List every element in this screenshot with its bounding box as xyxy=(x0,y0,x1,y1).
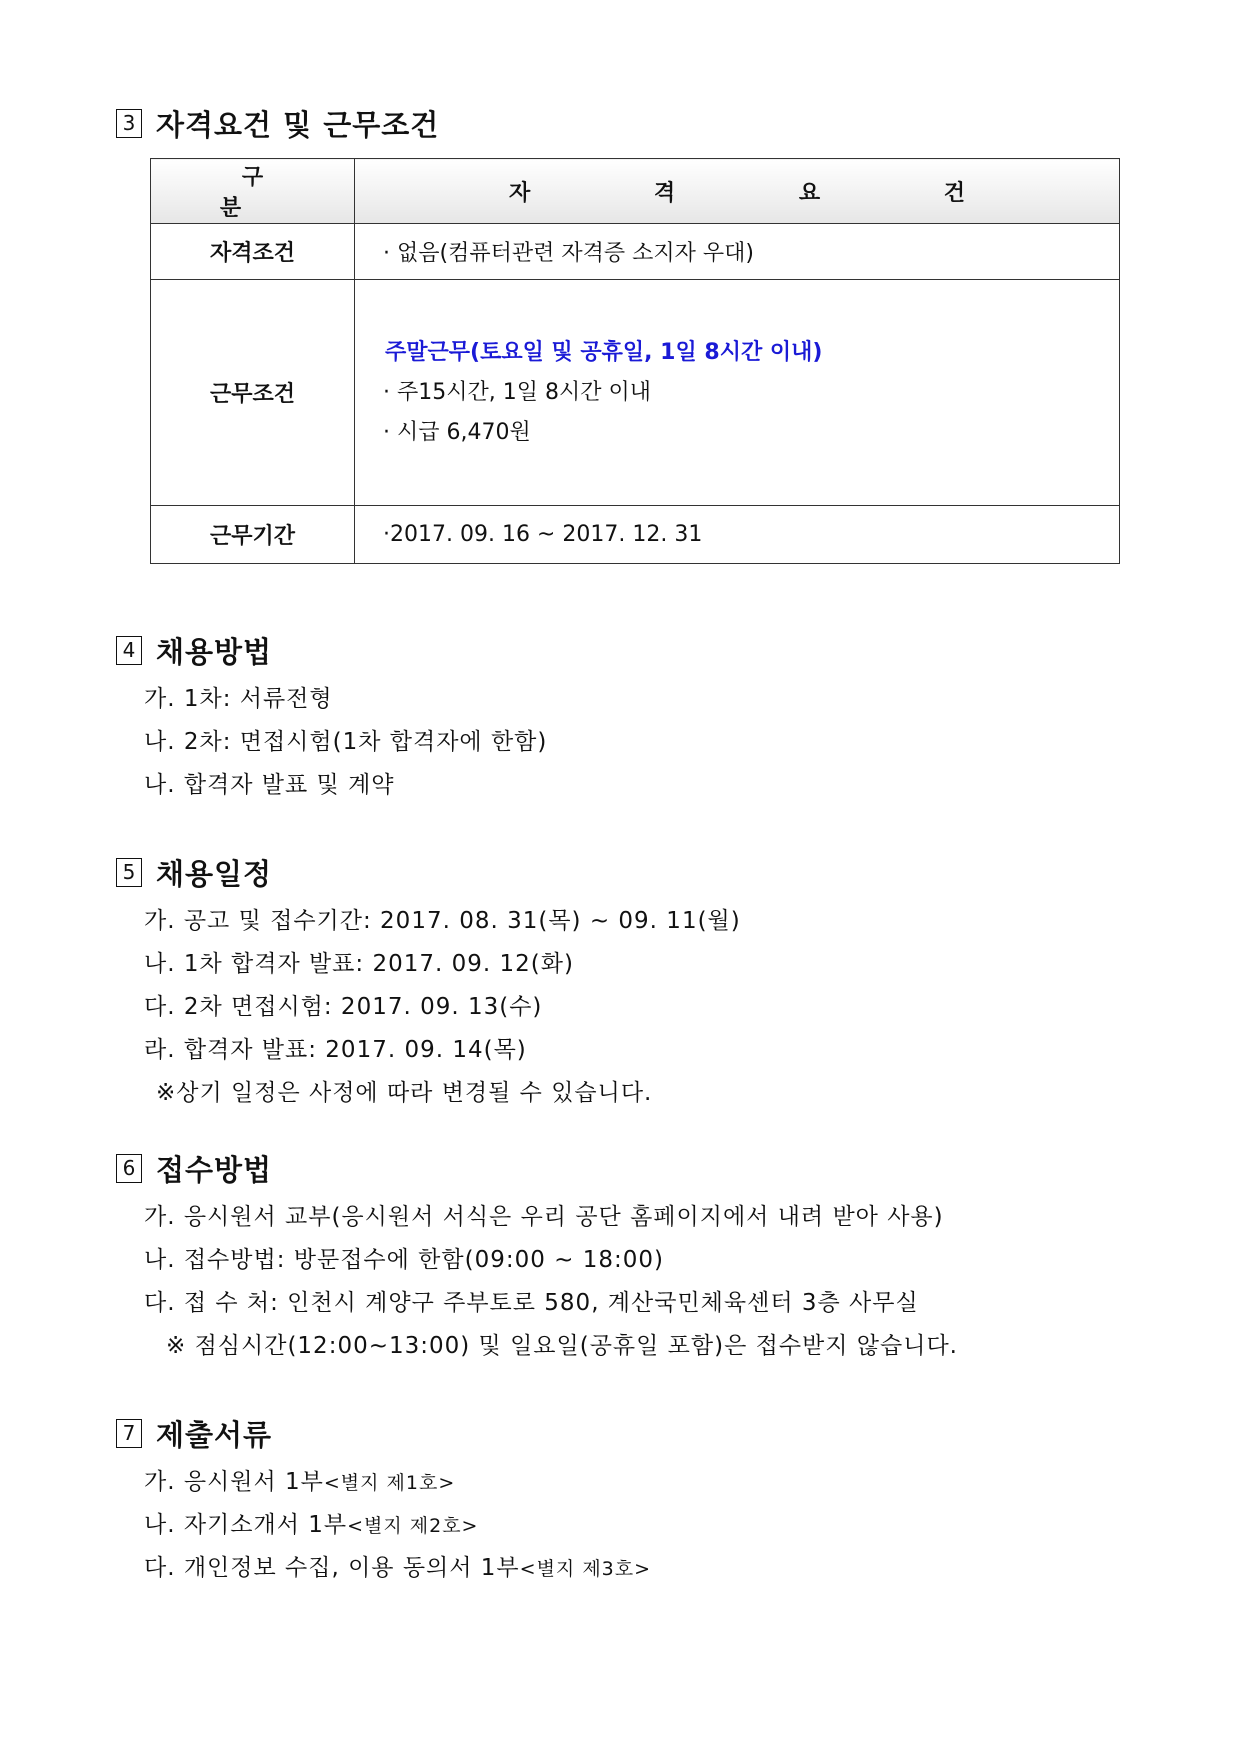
work-hours-line: · 주15시간, 1일 8시간 이내 xyxy=(383,379,651,405)
form-reference: <별지 제1호> xyxy=(323,1472,456,1494)
form-reference: <별지 제3호> xyxy=(519,1558,652,1580)
list-item: 다. 접 수 처: 인천시 계양구 주부토로 580, 계산국민체육센터 3층 사무실 xyxy=(144,1290,919,1316)
list-item: 다. 개인정보 수집, 이용 동의서 1부<별지 제3호> xyxy=(144,1555,652,1581)
row-value: · 없음(컴퓨터관련 자격증 소지자 우대) xyxy=(355,224,1120,280)
section-4-number: 4 xyxy=(116,636,142,665)
section-5-title: 채용일정 xyxy=(156,857,273,891)
row-value: ·2017. 09. 16 ~ 2017. 12. 31 xyxy=(355,506,1120,564)
table-header-category: 구 분 xyxy=(151,159,355,224)
reception-note: ※ 점심시간(12:00~13:00) 및 일요일(공휴일 포함)은 접수받지 않습니다. xyxy=(166,1333,958,1359)
section-6-title: 접수방법 xyxy=(156,1153,273,1187)
section-3-heading xyxy=(116,103,439,144)
list-item: 나. 2차: 면접시험(1차 합격자에 한함) xyxy=(144,729,548,755)
list-item: 다. 2차 면접시험: 2017. 09. 13(수) xyxy=(144,994,543,1020)
row-label: 근무기간 xyxy=(151,506,355,564)
list-item: 가. 1차: 서류전형 xyxy=(144,686,333,712)
list-item: 라. 합격자 발표: 2017. 09. 14(목) xyxy=(144,1037,527,1063)
section-6-number: 6 xyxy=(116,1154,142,1183)
section-3-number: 3 xyxy=(116,109,142,138)
form-reference: <별지 제2호> xyxy=(347,1515,479,1537)
section-7-title: 제출서류 xyxy=(156,1418,273,1452)
table-header-requirements: 자 격 요 건 xyxy=(355,159,1120,224)
table-row xyxy=(151,506,1120,564)
list-item: 나. 접수방법: 방문접수에 한함(09:00 ~ 18:00) xyxy=(144,1247,665,1273)
table-row xyxy=(151,280,1120,506)
list-item: 가. 응시원서 1부<별지 제1호> xyxy=(144,1469,456,1495)
list-item: 가. 응시원서 교부(응시원서 서식은 우리 공단 홈페이지에서 내려 받아 사용) xyxy=(144,1204,944,1230)
row-value xyxy=(355,280,1120,506)
weekend-work-highlight: 주말근무(토요일 및 공휴일, 1일 8시간 이내) xyxy=(385,339,823,365)
list-item: 가. 공고 및 접수기간: 2017. 08. 31(목) ~ 09. 11(월) xyxy=(144,908,741,934)
list-item: 나. 1차 합격자 발표: 2017. 09. 12(화) xyxy=(144,951,574,977)
list-item: 나. 합격자 발표 및 계약 xyxy=(144,772,395,798)
list-item: 나. 자기소개서 1부<별지 제2호> xyxy=(144,1512,479,1538)
section-4-title: 채용방법 xyxy=(156,635,273,669)
section-5-heading xyxy=(116,852,272,893)
schedule-note: ※상기 일정은 사정에 따라 변경될 수 있습니다. xyxy=(156,1080,653,1106)
row-label: 근무조건 xyxy=(151,280,355,506)
qualification-table xyxy=(150,158,1120,564)
table-header-row xyxy=(151,159,1120,224)
section-4-heading xyxy=(116,630,272,671)
row-label: 자격조건 xyxy=(151,224,355,280)
section-3-title: 자격요건 및 근무조건 xyxy=(156,108,440,142)
section-6-heading xyxy=(116,1148,272,1189)
section-5-number: 5 xyxy=(116,858,142,887)
table-row xyxy=(151,224,1120,280)
hourly-wage-line: · 시급 6,470원 xyxy=(383,419,531,445)
section-7-heading xyxy=(116,1413,272,1454)
section-7-number: 7 xyxy=(116,1419,142,1448)
